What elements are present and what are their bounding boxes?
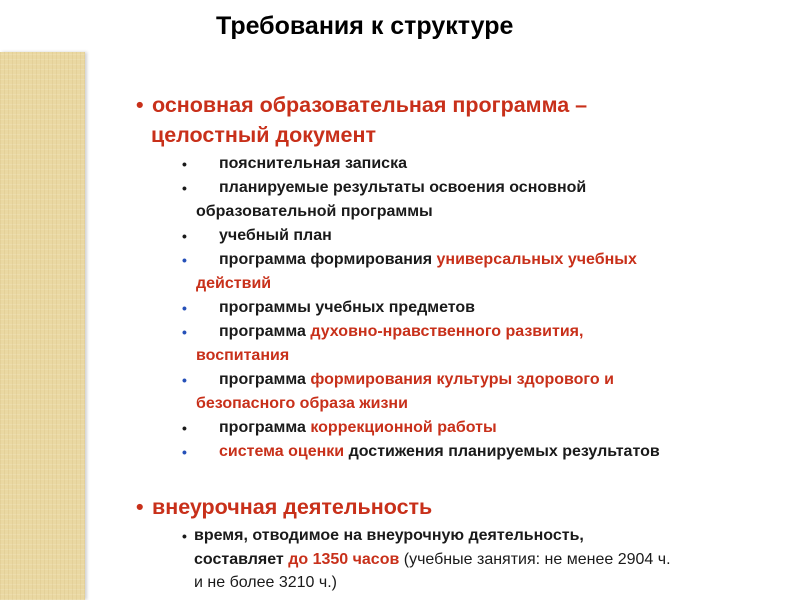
main-point-extracurricular bbox=[136, 492, 432, 522]
detail-line2-text: составляет bbox=[194, 551, 289, 568]
item-text-line2: действий bbox=[196, 275, 272, 292]
item-text: пояснительная записка bbox=[219, 155, 407, 172]
detail-paren-open: ( bbox=[399, 551, 410, 568]
detail-line3: и не более 3210 ч.) bbox=[194, 574, 337, 591]
bullet: • bbox=[136, 495, 144, 519]
item-text: программа формирования bbox=[219, 251, 437, 268]
item-text-highlight: духовно-нравственного развития, bbox=[310, 323, 584, 340]
bullet: • bbox=[182, 252, 187, 268]
item-text: программа bbox=[219, 323, 311, 340]
item-text-highlight: универсальных учебных bbox=[436, 251, 637, 268]
bullet: • bbox=[182, 180, 187, 196]
bullet: • bbox=[182, 444, 187, 460]
item-text: программы учебных предметов bbox=[219, 299, 476, 316]
item-text-highlight: формирования культуры здорового и bbox=[310, 371, 614, 388]
main-point-line1: внеурочная деятельность bbox=[152, 495, 433, 519]
bullet: • bbox=[182, 228, 187, 244]
item-text: программа bbox=[219, 371, 311, 388]
detail-hours-highlight: до 1350 часов bbox=[288, 551, 400, 568]
main-point-line2: целостный документ bbox=[151, 123, 377, 147]
item-text-highlight: коррекционной работы bbox=[310, 419, 497, 436]
bullet: • bbox=[182, 420, 187, 436]
bullet: • bbox=[182, 156, 187, 172]
bullet: • bbox=[182, 300, 187, 316]
item-text: достижения планируемых результатов bbox=[344, 443, 660, 460]
detail-hours-note: учебные занятия: не менее 2904 ч. bbox=[409, 551, 671, 568]
decorative-side-bar bbox=[0, 52, 85, 600]
item-text: программа bbox=[219, 419, 311, 436]
item-text-line2: воспитания bbox=[196, 347, 290, 364]
bullet: • bbox=[136, 93, 144, 117]
main-point-program bbox=[136, 90, 587, 150]
main-point-line1: основная образовательная программа – bbox=[152, 93, 588, 117]
item-text: планируемые результаты освоения основной bbox=[219, 179, 587, 196]
bullet: • bbox=[182, 372, 187, 388]
item-text-highlight: система оценки bbox=[219, 443, 345, 460]
bullet: • bbox=[182, 324, 187, 340]
item-text-line2: безопасного образа жизни bbox=[196, 395, 408, 412]
bullet: • bbox=[182, 528, 187, 544]
item-text: учебный план bbox=[219, 227, 332, 244]
detail-line1: время, отводимое на внеурочную деятельность, bbox=[194, 527, 584, 544]
item-text-line2: образовательной программы bbox=[196, 203, 433, 220]
slide-title: Требования к структуре bbox=[216, 12, 514, 40]
